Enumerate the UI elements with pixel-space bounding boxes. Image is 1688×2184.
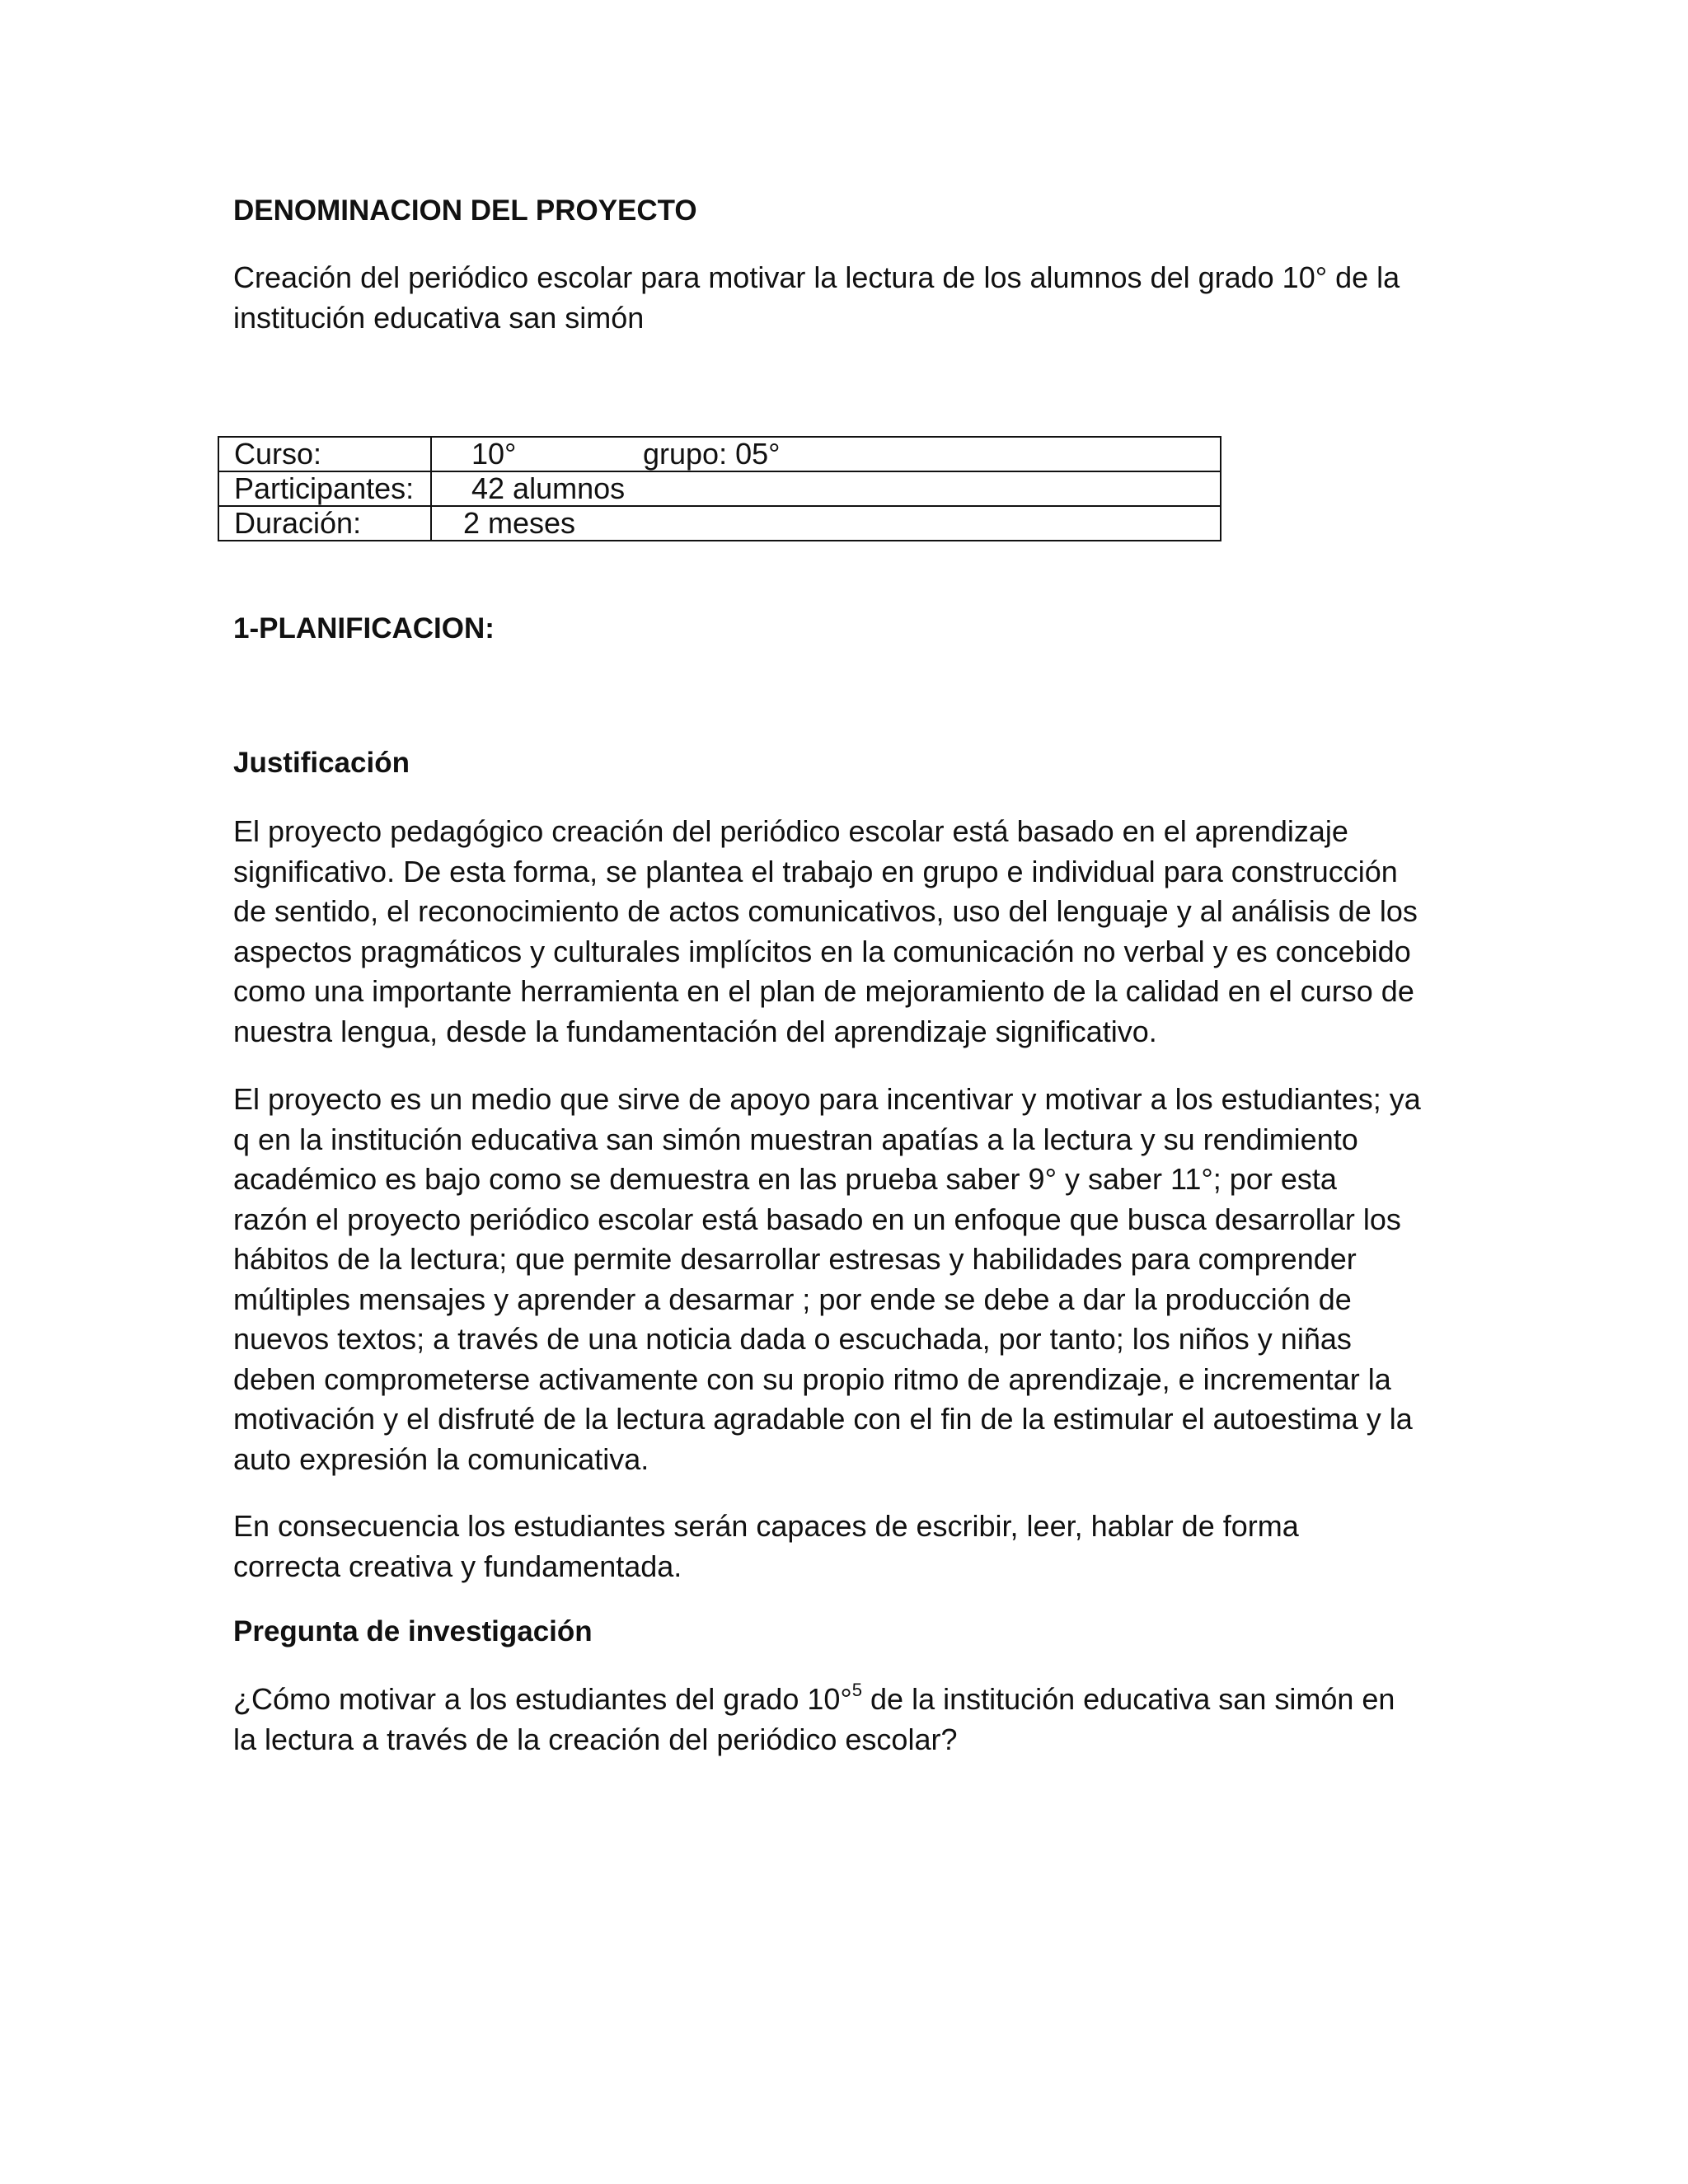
paragraph-line: aspectos pragmáticos y culturales implícitos en la comunicación no verbal y es concebido bbox=[233, 934, 1411, 968]
paragraph-line: como una importante herramienta en el plan de mejoramiento de la calidad en el curso de bbox=[233, 974, 1414, 1008]
table-row bbox=[218, 471, 1221, 506]
row-label: Duración: bbox=[218, 506, 431, 541]
paragraph-line: razón el proyecto periódico escolar está basado en un enfoque que busca desarrollar los bbox=[233, 1202, 1401, 1236]
section-heading-pregunta: Pregunta de investigación bbox=[233, 1615, 593, 1647]
paragraph-line: múltiples mensajes y aprender a desarmar ; por ende se debe a dar la producción de bbox=[233, 1282, 1352, 1316]
footnote-marker: 5 bbox=[851, 1680, 863, 1700]
justificacion-paragraph-2 bbox=[233, 1080, 1421, 1479]
paragraph-line: académico es bajo como se demuestra en las prueba saber 9° y saber 11°; por esta bbox=[233, 1162, 1337, 1196]
section-heading-planificacion: 1-PLANIFICACION: bbox=[233, 612, 495, 644]
paragraph-line: El proyecto pedagógico creación del periódico escolar está basado en el aprendizaje bbox=[233, 814, 1348, 848]
question-line bbox=[233, 1680, 1395, 1720]
paragraph-line: hábitos de la lectura; que permite desarrollar estresas y habilidades para comprender bbox=[233, 1242, 1357, 1276]
paragraph-line: correcta creativa y fundamentada. bbox=[233, 1549, 682, 1583]
row-label: Curso: bbox=[218, 437, 431, 471]
paragraph-line: En consecuencia los estudiantes serán capaces de escribir, leer, hablar de forma bbox=[233, 1509, 1299, 1543]
table-row bbox=[218, 437, 1221, 471]
paragraph-line: El proyecto es un medio que sirve de apoyo para incentivar y motivar a los estudiantes; ya bbox=[233, 1082, 1421, 1116]
project-info-table bbox=[218, 436, 1221, 541]
paragraph-line: de sentido, el reconocimiento de actos comunicativos, uso del lenguaje y al análisis de los bbox=[233, 894, 1418, 928]
section-heading-justificacion: Justificación bbox=[233, 747, 410, 779]
project-description bbox=[233, 258, 1400, 338]
paragraph-line: auto expresión la comunicativa. bbox=[233, 1441, 649, 1476]
table-row bbox=[218, 506, 1221, 541]
document-title: DENOMINACION DEL PROYECTO bbox=[233, 194, 697, 227]
row-value: 42 alumnos bbox=[471, 471, 626, 505]
justificacion-paragraph-1 bbox=[233, 812, 1418, 1052]
paragraph-line: motivación y el disfruté de la lectura agradable con el fin de la estimular el autoestima y la bbox=[233, 1402, 1413, 1436]
row-value-cell bbox=[431, 471, 1221, 506]
paragraph-line: nuevos textos; a través de una noticia dada o escuchada, por tanto; los niños y niñas bbox=[233, 1322, 1352, 1356]
question-text: ¿Cómo motivar a los estudiantes del grado 10° bbox=[233, 1682, 852, 1716]
justificacion-paragraph-3 bbox=[233, 1507, 1299, 1586]
row-label: Participantes: bbox=[218, 471, 431, 506]
row-value-cell bbox=[431, 506, 1221, 541]
paragraph-line: nuestra lengua, desde la fundamentación del aprendizaje significativo. bbox=[233, 1014, 1157, 1048]
row-extra: grupo: 05° bbox=[643, 437, 781, 471]
paragraph-line: deben comprometerse activamente con su propio ritmo de aprendizaje, e incrementar la bbox=[233, 1361, 1391, 1396]
row-value: 10° bbox=[471, 437, 517, 471]
question-text: de la institución educativa san simón en bbox=[862, 1682, 1395, 1716]
paragraph-line: q en la institución educativa san simón muestran apatías a la lectura y su rendimiento bbox=[233, 1122, 1358, 1156]
description-line: Creación del periódico escolar para motivar la lectura de los alumnos del grado 10° de la bbox=[233, 260, 1400, 294]
question-line: la lectura a través de la creación del periódico escolar? bbox=[233, 1722, 958, 1756]
paragraph-line: significativo. De esta forma, se plantea el trabajo en grupo e individual para construcción bbox=[233, 854, 1398, 888]
row-value-cell bbox=[431, 437, 1221, 471]
description-line: institución educativa san simón bbox=[233, 300, 645, 335]
row-value: 2 meses bbox=[463, 506, 576, 540]
research-question bbox=[233, 1680, 1395, 1760]
